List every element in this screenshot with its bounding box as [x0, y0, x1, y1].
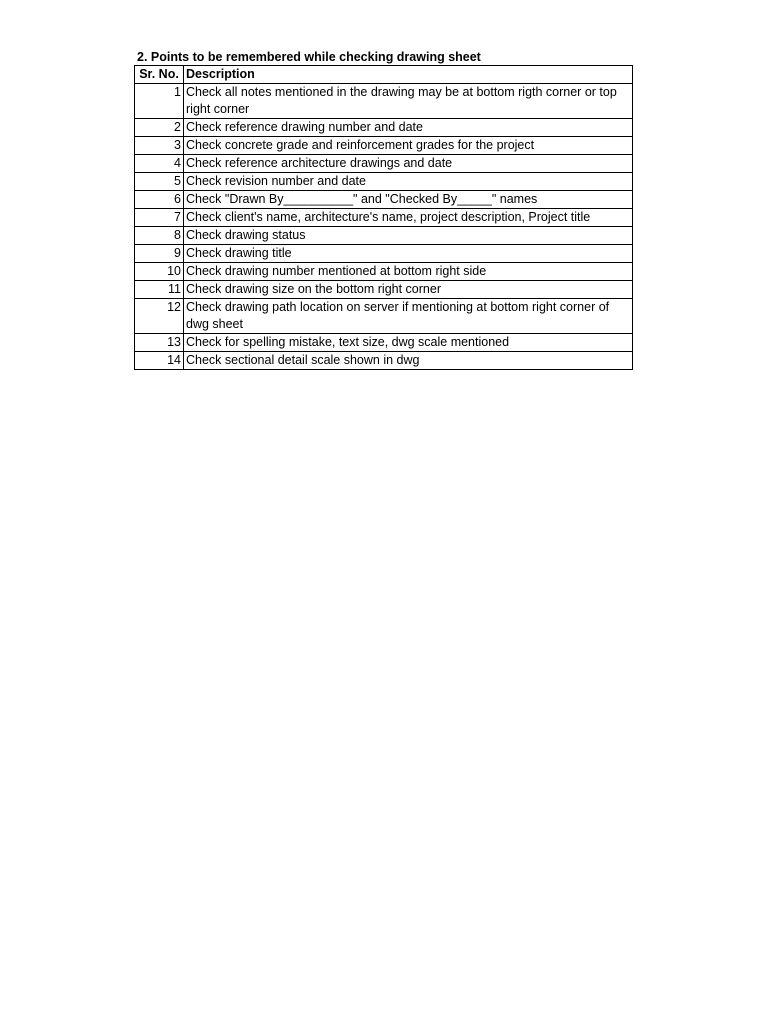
table-row [135, 352, 633, 370]
table-row [135, 299, 633, 334]
sr-no-cell: 4 [135, 155, 184, 173]
sr-no-cell: 9 [135, 245, 184, 263]
description-header: Description [184, 66, 633, 84]
table-row [135, 245, 633, 263]
table-row [135, 155, 633, 173]
description-cell: Check reference drawing number and date [184, 119, 633, 137]
description-cell: Check drawing title [184, 245, 633, 263]
table-row [135, 227, 633, 245]
description-cell: Check drawing path location on server if mentioning at bottom right corner of dwg sheet [184, 299, 633, 334]
sr-no-cell: 6 [135, 191, 184, 209]
description-cell: Check reference architecture drawings and date [184, 155, 633, 173]
header-row [135, 66, 633, 84]
description-cell: Check "Drawn By__________" and "Checked By_____" names [184, 191, 633, 209]
description-cell: Check concrete grade and reinforcement grades for the project [184, 137, 633, 155]
description-cell: Check revision number and date [184, 173, 633, 191]
description-cell: Check drawing number mentioned at bottom right side [184, 263, 633, 281]
sr-no-cell: 11 [135, 281, 184, 299]
description-cell: Check drawing size on the bottom right corner [184, 281, 633, 299]
table-row [135, 137, 633, 155]
table-row [135, 119, 633, 137]
sr-no-cell: 13 [135, 334, 184, 352]
description-cell: Check sectional detail scale shown in dwg [184, 352, 633, 370]
description-cell: Check for spelling mistake, text size, dwg scale mentioned [184, 334, 633, 352]
table-row [135, 191, 633, 209]
sr-no-cell: 2 [135, 119, 184, 137]
sr-no-header: Sr. No. [135, 66, 184, 84]
description-cell: Check all notes mentioned in the drawing may be at bottom rigth corner or top right corner [184, 84, 633, 119]
sr-no-cell: 12 [135, 299, 184, 334]
table-row [135, 263, 633, 281]
sr-no-cell: 8 [135, 227, 184, 245]
description-cell: Check client's name, architecture's name, project description, Project title [184, 209, 633, 227]
sr-no-cell: 3 [135, 137, 184, 155]
table-row [135, 84, 633, 119]
sr-no-cell: 10 [135, 263, 184, 281]
sr-no-cell: 5 [135, 173, 184, 191]
sheet-title: 2. Points to be remembered while checking drawing sheet [137, 50, 481, 64]
checklist-table [134, 65, 633, 370]
sr-no-cell: 1 [135, 84, 184, 119]
table-row [135, 334, 633, 352]
sr-no-cell: 14 [135, 352, 184, 370]
table-row [135, 173, 633, 191]
description-cell: Check drawing status [184, 227, 633, 245]
table-row [135, 281, 633, 299]
sr-no-cell: 7 [135, 209, 184, 227]
table-row [135, 209, 633, 227]
